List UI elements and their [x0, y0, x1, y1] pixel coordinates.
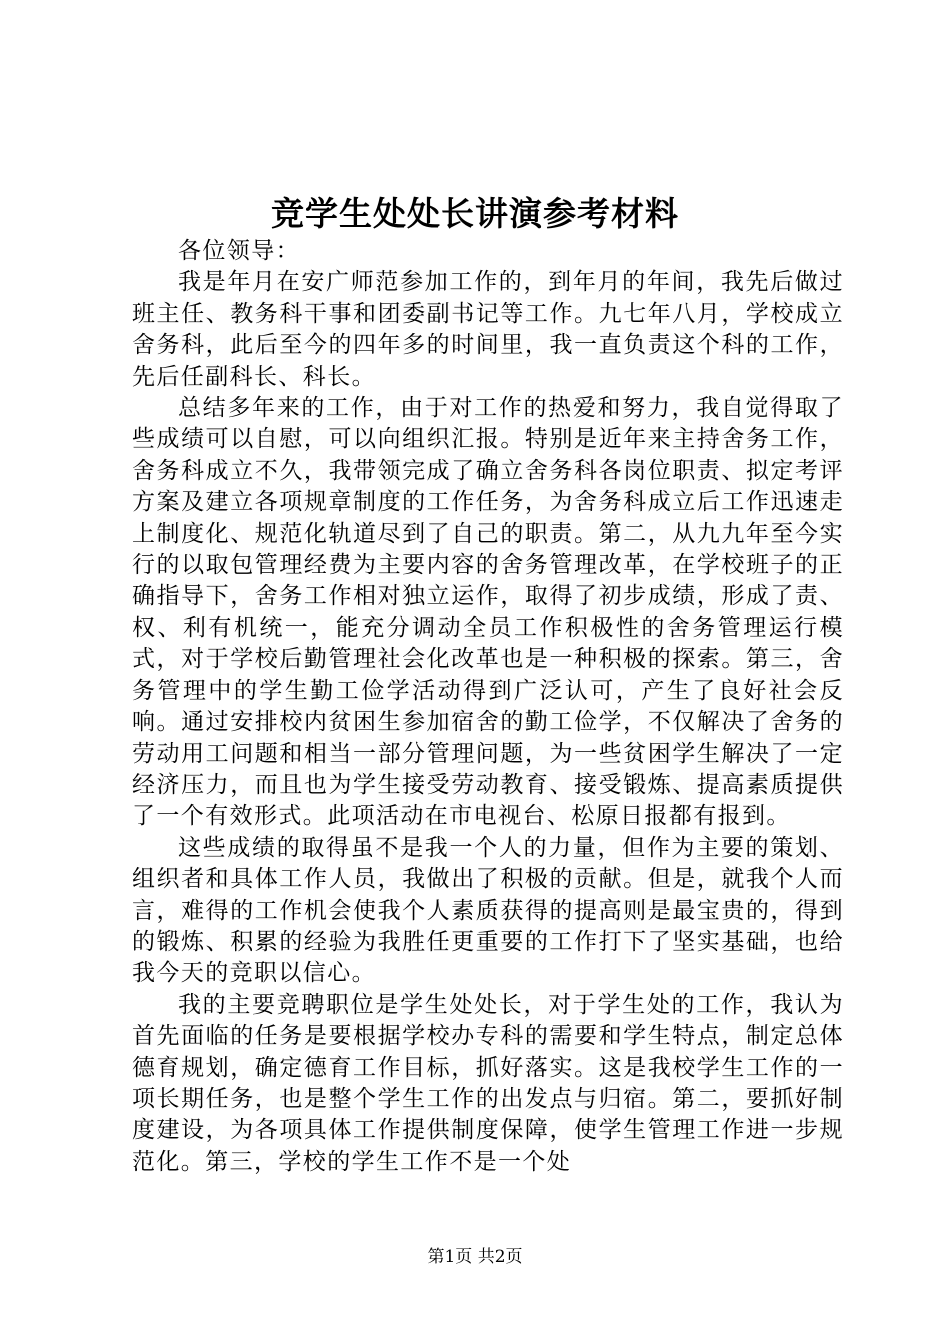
body-paragraph: 这些成绩的取得虽不是我一个人的力量，但作为主要的策划、组织者和具体工作人员，我做出了积极的贡献。但是，就我个人而言，难得的工作机会使我个人素质获得的提高则是最宝贵的，得到的锻炼、积累的经验为我胜任更重要的工作打下了坚实基础，也给我今天的竞职以信心。 [132, 834, 844, 987]
page-number-footer: 第1页 共2页 [427, 1247, 523, 1267]
document-body [132, 236, 844, 1178]
body-paragraph: 我的主要竞聘职位是学生处处长，对于学生处的工作，我认为首先面临的任务是要根据学校办专科的需要和学生特点，制定总体德育规划，确定德育工作目标，抓好落实。这是我校学生工作的一项长期任务，也是整个学生工作的出发点与归宿。第二，要抓好制度建设，为各项具体工作提供制度保障，使学生管理工作进一步规范化。第三，学校的学生工作不是一个处 [132, 991, 844, 1175]
body-paragraph: 总结多年来的工作，由于对工作的热爱和努力，我自觉得取了些成绩可以自慰，可以向组织汇报。特别是近年来主持舍务工作，舍务科成立不久，我带领完成了确立舍务科各岗位职责、拟定考评方案及建立各项规章制度的工作任务，为舍务科成立后工作迅速走上制度化、规范化轨道尽到了自己的职责。第二，从九九年至今实行的以取包管理经费为主要内容的舍务管理改革，在学校班子的正确指导下，舍务工作相对独立运作，取得了初步成绩，形成了责、权、利有机统一，能充分调动全员工作积极性的舍务管理运行模式，对于学校后勤管理社会化改革也是一种积极的探索。第三，舍务管理中的学生勤工俭学活动得到广泛认可，产生了良好社会反响。通过安排校内贫困生参加宿舍的勤工俭学，不仅解决了舍务的劳动用工问题和相当一部分管理问题，为一些贫困学生解决了一定经济压力，而且也为学生接受劳动教育、接受锻炼、提高素质提供了一个有效形式。此项活动在市电视台、松原日报都有报到。 [132, 395, 844, 830]
salutation-paragraph: 各位领导： [178, 238, 300, 264]
body-paragraph: 我是年月在安广师范参加工作的，到年月的年间，我先后做过班主任、教务科干事和团委副书记等工作。九七年八月，学校成立舍务科，此后至今的四年多的时间里，我一直负责这个科的工作，先后任副科长、科长。 [132, 269, 844, 390]
document-title: 竞学生处处长讲演参考材料 [271, 194, 679, 233]
